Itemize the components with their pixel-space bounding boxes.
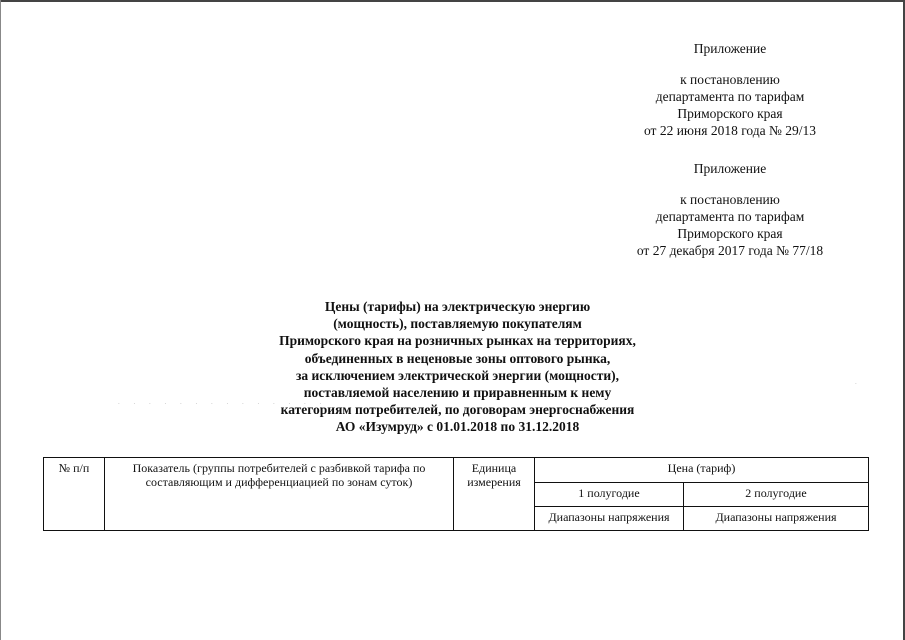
header-half-2: 2 полугодие: [684, 483, 869, 507]
header-indicator: Показатель (группы потребителей с разбивкой тарифа по составляющим и дифференциацией по зонам суток): [105, 458, 454, 531]
appendix-line: департамента по тарифам: [655, 209, 805, 224]
title-line: за исключением электрической энергии (мощности),: [295, 367, 620, 383]
title-line: категориям потребителей, по договорам энергоснабжения: [280, 402, 635, 418]
title-line: поставляемой населению и приравненным к нему: [303, 385, 612, 401]
header-half-1: 1 полугодие: [535, 483, 684, 507]
scan-artifact-dot: .: [855, 378, 857, 386]
header-unit: Единица измерения: [454, 458, 535, 531]
appendix-line: Приморского края: [677, 226, 783, 241]
page-top-edge: [0, 0, 905, 2]
appendix-date: от 22 июня 2018 года № 29/13: [643, 123, 817, 138]
appendix-line: Приморского края: [677, 106, 783, 121]
title-line: Цены (тарифы) на электрическую энергию: [324, 299, 591, 314]
title-line: Приморского края на розничных рынках на территориях,: [279, 333, 636, 349]
header-voltage-range-1: Диапазоны напряжения: [535, 507, 684, 531]
scan-artifact-dots: . . . . . . . . . . . . . .: [118, 398, 328, 406]
title-line: (мощность), поставляемую покупателям: [333, 316, 582, 332]
appendix-heading: Приложение: [693, 41, 767, 56]
appendix-block-1: [590, 40, 870, 139]
title-line: объединенных в неценовые зоны оптового рынка,: [304, 350, 611, 366]
tariff-table: [43, 457, 869, 531]
title-line: АО «Изумруд» с 01.01.2018 по 31.12.2018: [335, 419, 580, 435]
header-voltage-range-2: Диапазоны напряжения: [684, 507, 869, 531]
header-price: Цена (тариф): [535, 458, 869, 483]
appendix-line: к постановлению: [680, 192, 780, 207]
appendix-line: департамента по тарифам: [655, 89, 805, 104]
appendix-line: к постановлению: [680, 72, 780, 87]
document-title: [200, 298, 715, 436]
appendix-date: от 27 декабря 2017 года № 77/18: [636, 243, 824, 258]
page-left-edge: [0, 0, 1, 640]
header-number: № п/п: [44, 458, 105, 531]
appendix-block-2: [590, 160, 870, 259]
appendix-heading: Приложение: [693, 161, 767, 176]
